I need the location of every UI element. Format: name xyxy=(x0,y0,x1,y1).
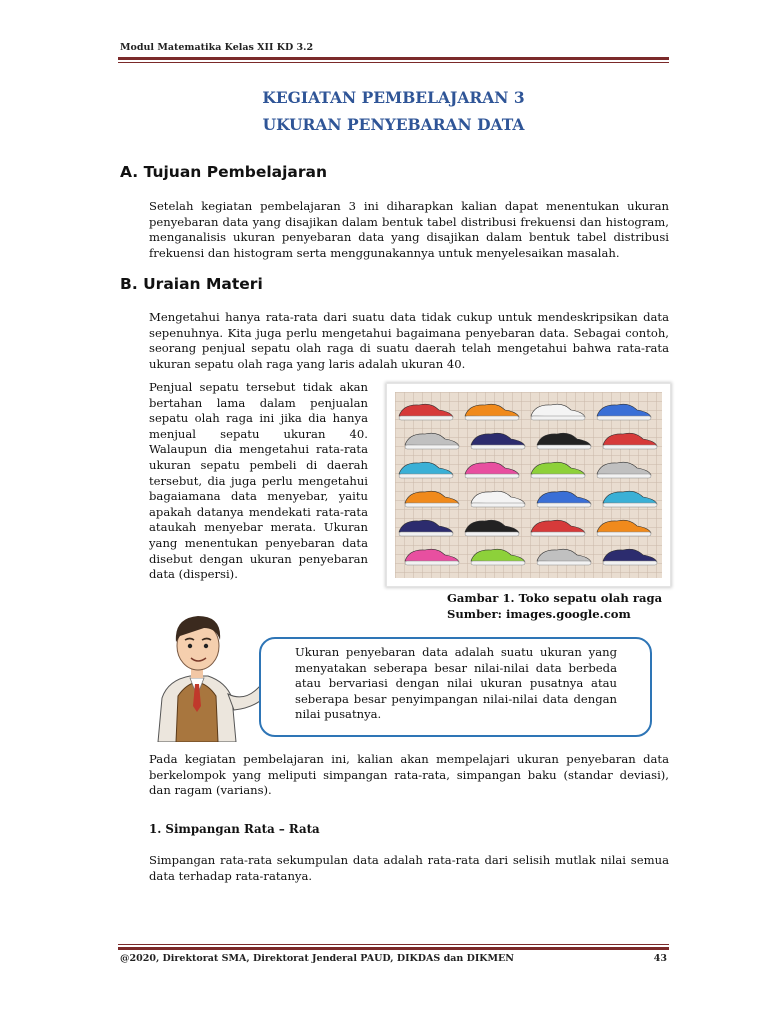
header-rule xyxy=(118,57,669,60)
shoe-sole xyxy=(537,503,591,507)
section-b-heading: B. Uraian Materi xyxy=(120,275,263,293)
shoe-sole xyxy=(537,561,591,565)
shoe-sole xyxy=(597,532,651,536)
footer-rule xyxy=(118,947,669,950)
shoe-wall-image xyxy=(395,392,662,578)
section-b-intro: Mengetahui hanya rata-rata dari suatu data tidak cukup untuk mendeskripsikan data sepenuhnya. Kita juga perlu mengetahui bagaimana penyebaran data. Sebagai contoh, seorang penjual sepatu olah raga di suatu daerah telah mengetahui bahwa rata-rata ukuran sepatu olah raga yang laris adalah ukuran 40. xyxy=(149,310,669,371)
shoe-sole xyxy=(405,445,459,449)
section-b-side-text: Penjual sepatu tersebut tidak akan bertahan lama dalam penjualan sepatu olah raga ini jika dia hanya menjual sepatu ukuran 40. Walaupun dia mengetahui rata-rata ukuran sepatu pembeli di daerah tersebut, dia juga perlu mengetahui bagaiamana data menyebar, yaitu apakah datanya mendekati rata-rata ataukah menyebar merata. Ukuran yang menentukan penyebaran data disebut dengan ukuran penyebaran data (dispersi). xyxy=(149,380,368,582)
figure-caption-title: Gambar 1. Toko sepatu olah raga xyxy=(447,591,663,605)
section-b-summary: Pada kegiatan pembelajaran ini, kalian akan mempelajari ukuran penyebaran data berkelompok yang meliputi simpangan rata-rata, simpangan baku (standar deviasi), dan ragam (varians). xyxy=(149,752,669,798)
page-title-line-1: KEGIATAN PEMBELAJARAN 3 xyxy=(262,88,525,107)
shoe-sole xyxy=(531,474,585,478)
footer-copyright: @2020, Direktorat SMA, Direktorat Jenderal PAUD, DIKDAS dan DIKMEN xyxy=(120,953,514,964)
shoe-sole xyxy=(399,474,453,478)
shoe-sole xyxy=(597,416,651,420)
subsection-body: Simpangan rata-rata sekumpulan data adalah rata-rata dari selisih mutlak nilai semua data terhadap rata-ratanya. xyxy=(149,853,669,883)
shoe-sole xyxy=(405,503,459,507)
section-a-body: Setelah kegiatan pembelajaran 3 ini diharapkan kalian dapat menentukan ukuran penyebaran data yang disajikan dalam bentuk tabel distribusi frekuensi dan histogram, menganalisis ukuran penyebaran data yang disajikan dalam bentuk tabel distribusi frekuensi dan histogram serta menggunakannya untuk menyelesaikan masalah. xyxy=(149,199,669,260)
shoe-sole xyxy=(399,532,453,536)
shoe-sole xyxy=(471,561,525,565)
shoe-sole xyxy=(531,532,585,536)
shoe-sole xyxy=(471,445,525,449)
figure-caption xyxy=(447,591,662,622)
header-rule-thin xyxy=(118,62,669,63)
section-a-heading: A. Tujuan Pembelajaran xyxy=(120,163,328,181)
subsection-heading: 1. Simpangan Rata – Rata xyxy=(149,822,320,836)
footer-rule-thin xyxy=(118,944,669,945)
shoe-sole xyxy=(465,532,519,536)
shoe-sole xyxy=(603,561,657,565)
page-title-line-2: UKURAN PENYEBARAN DATA xyxy=(262,115,525,134)
shoe-sole xyxy=(399,416,453,420)
shoe-sole xyxy=(465,416,519,420)
shoe-sole xyxy=(465,474,519,478)
module-header: Modul Matematika Kelas XII KD 3.2 xyxy=(120,42,314,53)
shoe-sole xyxy=(537,445,591,449)
shoe-store-photo xyxy=(386,383,671,587)
page-number: 43 xyxy=(653,953,667,964)
shoe-sole xyxy=(597,474,651,478)
shoe-sole xyxy=(531,416,585,420)
definition-callout xyxy=(259,637,652,737)
shoe-sole xyxy=(603,445,657,449)
definition-callout-text: Ukuran penyebaran data adalah suatu ukuran yang menyatakan seberapa besar nilai-nilai data berbeda atau bervariasi dengan nilai ukuran pusatnya atau seberapa besar penyimpangan nilai-nilai data dengan nilai pusatnya. xyxy=(295,645,617,722)
figure-caption-source: Sumber: images.google.com xyxy=(447,606,631,621)
shoe-sole xyxy=(471,503,525,507)
shoe-sole xyxy=(603,503,657,507)
shoe-sole xyxy=(405,561,459,565)
